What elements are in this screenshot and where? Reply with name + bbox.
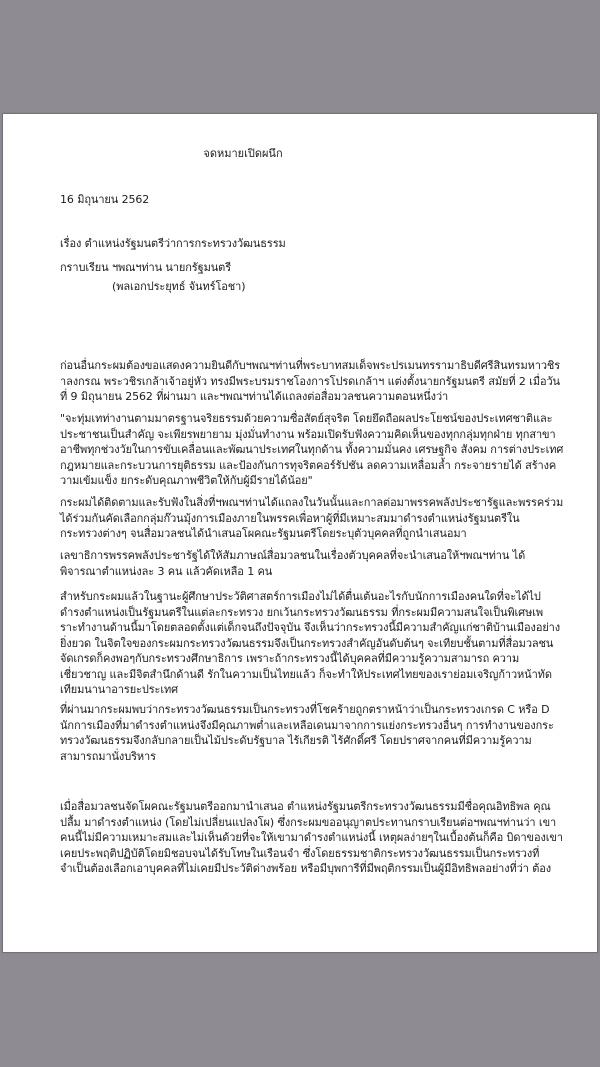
paragraph-line: วามเข้มแข็ง ยกระดับคุณภาพชีวิตให้กับผู้มีรายได้น้อย" bbox=[60, 474, 313, 487]
paragraph-line: ปลื้ม มาดำรงตำแหน่ง (โดยไม่เปลี่ยนแปลงโผ) ซึ่งกระผมขออนุญาตประทานกราบเรียนต่อฯพณฯท่านว่า เขา bbox=[60, 815, 557, 829]
letter-page bbox=[3, 114, 597, 952]
paragraph-line: กฎหมายและกระบวนการยุติธรรม และป้องกันการทุจริตคอร์รัปชัน ลดความเหลื่อมล้ำ กระจายรายได้ สร้างค bbox=[60, 458, 557, 472]
paragraph-line: สามารถมานั่งบริหาร bbox=[60, 749, 156, 763]
paragraph-line: เคยประพฤติปฏิบัติโดยมิชอบจนได้รับโทษในเรือนจำ ซึ่งโดยธรรมชาติกระทรวงวัฒนธรรมเป็นกระทรวงที่ bbox=[60, 846, 540, 860]
paragraph-culture-ministry bbox=[60, 589, 560, 698]
paragraph-line: ก่อนอื่นกระผมต้องขอแสดงความยินดีกับฯพณฯท่านที่พระบาทสมเด็จพระปรเมนทรรามาธิบดีศรีสินทรมหาวชิร bbox=[60, 359, 561, 372]
paragraph-line: สำหรับกระผมแล้วในฐานะผู้ศึกษาประวัติศาสตร์การเมืองไม่ได้ตื่นเต้นอะไรกับนักการเมืองคนใดที่จะได้ไป bbox=[60, 590, 541, 603]
paragraph-line: จำเป็นต้องเลือกเอาบุคคลที่ไม่เคยมีประวัติด่างพร้อย หรือมีบุพการีที่มีพฤติกรรมเป็นผู้มีอิทธิพลอย่างที่ว่า ต้อง bbox=[60, 862, 552, 875]
paragraph-line: เทียมนานาอารยะประเทศ bbox=[60, 683, 179, 696]
paragraph-secretary bbox=[60, 548, 560, 579]
letter-subject: เรื่อง ตำแหน่งรัฐมนตรีว่าการกระทรวงวัฒนธรรม bbox=[60, 237, 286, 250]
paragraph-line: ทรวงวัฒนธรรมจึงกลับกลายเป็นไม้ประดับรัฐบาล ไร้เกียรติ ไร้ศักดิ์ศรี โดยปราศจากคนที่มีความรู้ความ bbox=[60, 734, 532, 747]
paragraph-nominee bbox=[60, 799, 563, 877]
paragraph-line: กระผมได้ติดตามและรับฟังในสิ่งที่ฯพณฯท่านได้แถลงในวันนั้นและกาลต่อมาพรรคพลังประชารัฐและพรรคร่วม bbox=[60, 496, 564, 509]
paragraph-line: ประชาชนเป็นสำคัญ จะเพียรพยายาม มุ่งมั่นทำงาน พร้อมเปิดรับฟังความคิดเห็นของทุกกลุ่มทุกฝ่าย ทุกสาขา bbox=[60, 427, 556, 441]
paragraph-congratulations bbox=[60, 358, 560, 405]
paragraph-line: ราะทำงานด้านนี้มาโดยตลอดตั้งแต่เด็กจนถึงปัจจุบัน จึงเห็นว่ากระทรวงนี้มีความสำคัญแก่ชาติบ้านเมืองอย่าง bbox=[60, 621, 561, 634]
paragraph-quote bbox=[60, 411, 564, 489]
letter-date: 16 มิถุนายน 2562 bbox=[60, 193, 150, 206]
paragraph-line: ยิ่งยวด ในจิตใจของกระผมกระทรวงวัฒนธรรมจึงเป็นกระทรวงสำคัญอันดับต้นๆ จะเทียบชั้นตามที่สื่อมวลชน bbox=[60, 636, 554, 650]
paragraph-line: เลขาธิการพรรคพลังประชารัฐได้ให้สัมภาษณ์สื่อมวลชนในเรื่องตัวบุคคลที่จะนำเสนอให้ฯพณฯท่าน ได้ bbox=[60, 549, 526, 562]
paragraph-line: ได้ร่วมกันคัดเลือกกลุ่มก๊วนมุ้งการเมืองภายในพรรคเพื่อหาผู้ที่มีเหมาะสมมาดำรงตำแหน่งรัฐมนตรีใน bbox=[60, 511, 520, 525]
letter-salutation bbox=[60, 260, 245, 294]
salutation-recipient: กราบเรียน ฯพณฯท่าน นายกรัฐมนตรี bbox=[60, 261, 232, 274]
paragraph-line: "จะทุ่มเทท่างานตามมาตรฐานจริยธรรมด้วยความซื่อสัตย์สุจริต โดยยึดถือผลประโยชน์ของประเทศชาติและ bbox=[60, 412, 553, 425]
paragraph-line: กระทรวงต่างๆ จนสื่อมวลชนได้นำเสนอโผคณะรัฐมนตรีโดยระบุตัวบุคคลที่ถูกนำเสนอมา bbox=[60, 527, 467, 540]
paragraph-line: ที่ผ่านมากระผมพบว่ากระทรวงวัฒนธรรมเป็นกระทรวงที่โชคร้ายถูกตราหน้าว่าเป็นกระทรวงเกรด C หรือ D bbox=[60, 703, 550, 716]
paragraph-line: ดำรงตำแหน่งเป็นรัฐมนตรีในแต่ละกระทรวง ยกเว้นกระทรวงวัฒนธรรม ที่กระผมมีความสนใจเป็นพิเศษเพ bbox=[60, 605, 544, 619]
paragraph-line: คนนี้ไม่มีความเหมาะสมและไม่เห็นด้วยที่จะให้เขามาดำรงตำแหน่งนี้ เหตุผลง่ายๆในเบื้องต้นก็คือ บิดาของเขา bbox=[60, 831, 563, 844]
paragraph-line: ที่ 9 มิถุนายน 2562 ที่ผ่านมา และฯพณฯท่านได้แถลงต่อสื่อมวลชนความตอนหนึ่งว่า bbox=[60, 390, 449, 403]
paragraph-line: เมื่อสื่อมวลชนจัดโผคณะรัฐมนตรีออกมานำเสนอ ตำแหน่งรัฐมนตรีกระทรวงวัฒนธรรมมีชื่อคุณอิทธิพล คุณ bbox=[60, 800, 551, 813]
salutation-recipient-name: (พลเอกประยุทธ์ จันทร์โอชา) bbox=[112, 279, 246, 293]
paragraph-line: นักการเมืองที่มาดำรงตำแหน่งจึงมีคุณภาพต่ำและเหลือเดนมาจากการแย่งกระทรวงอื่นๆ การทำงานของกระ bbox=[60, 718, 554, 732]
paragraph-line: าลงกรณ พระวชิรเกล้าเจ้าอยู่หัว ทรงมีพระบรมราชโองการโปรดเกล้าฯ แต่งตั้งนายกรัฐมนตรี สมัยที่ 2 เมื่อวัน bbox=[60, 374, 560, 388]
paragraph-line: พิจารณาตำแหน่งละ 3 คน แล้วคัดเหลือ 1 คน bbox=[60, 564, 273, 578]
letter-title: จดหมายเปิดผนึก bbox=[203, 147, 283, 160]
paragraph-line: จัดเกรดก็คงพอๆกับกระทรวงศึกษาธิการ เพราะถ้ากระทรวงนี้ได้บุคคลที่มีความรู้ความสามารถ ความ bbox=[60, 652, 520, 665]
paragraph-line: อาชีพทุกช่วงวัยในการขับเคลื่อนและพัฒนาประเทศในทุกด้าน ทั้งความมั่นคง เศรษฐกิจ สังคม การต่างประเทศ bbox=[60, 443, 564, 456]
paragraph-following bbox=[60, 495, 564, 542]
paragraph-line: เชี่ยวชาญ และมีจิตสำนึกด้านดี รักในความเป็นไทยแล้ว ก็จะทำให้ประเทศไทยของเราย่อมเจริญก้าวหน้าทัด bbox=[60, 667, 552, 681]
paragraph-past bbox=[60, 702, 560, 764]
